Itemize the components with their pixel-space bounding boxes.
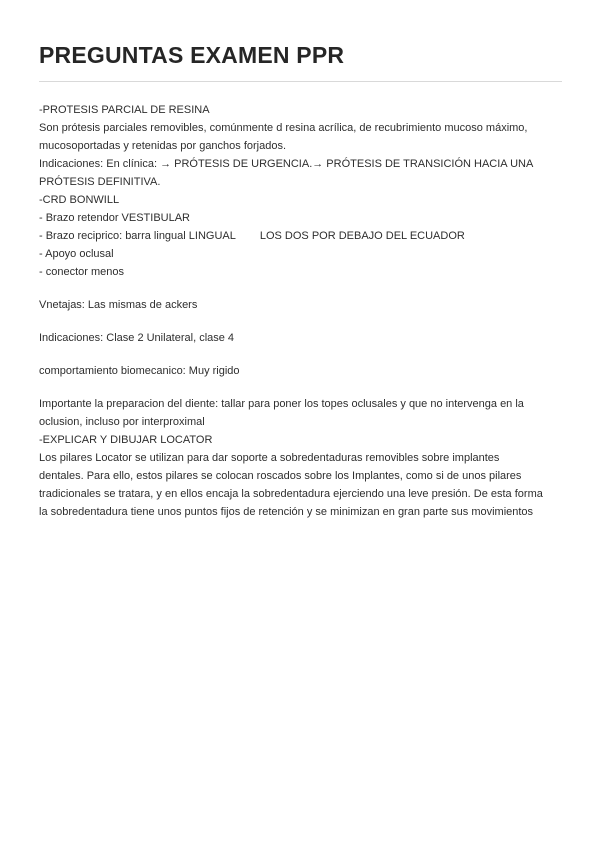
list-item-brazo-retendor: - Brazo retendor VESTIBULAR — [39, 212, 191, 224]
advantages-text: Vnetajas: Las mismas de ackers — [39, 299, 198, 311]
indications-line-2: PRÓTESIS DEFINITIVA. — [39, 176, 161, 188]
list-item-brazo-reciprico — [39, 227, 562, 245]
locator-line-2: dentales. Para ello, estos pilares se colocan roscados sobre los Implantes, como si de unos pilares — [39, 470, 522, 482]
important-line-1: Importante la preparacion del diente: tallar para poner los topes oclusales y que no intervenga en la — [39, 398, 524, 410]
paragraph-gap — [39, 281, 562, 296]
indications-class-text: Indicaciones: Clase 2 Unilateral, clase 4 — [39, 332, 235, 344]
paragraph-gap — [39, 314, 562, 329]
page-title: PREGUNTAS EXAMEN PPR — [39, 42, 345, 68]
section-heading-protesis: -PROTESIS PARCIAL DE RESINA — [39, 104, 210, 116]
locator-line-4: la sobredentadura tiene unos puntos fijos de retención y se minimizan en gran parte sus movimientos — [39, 506, 534, 518]
locator-line-3: tradicionales se tratara, y en ellos encaja la sobredentadura ejerciendo una leve presión. De esta forma — [39, 488, 543, 500]
list-item-brazo-reciprico-text: - Brazo reciprico: barra lingual LINGUAL — [39, 230, 236, 242]
list-item-conector-menos: - conector menos — [39, 266, 124, 278]
locator-line-1: Los pilares Locator se utilizan para dar soporte a sobredentaduras removibles sobre implantes — [39, 452, 500, 464]
paragraph-gap — [39, 380, 562, 395]
title-divider — [39, 81, 562, 82]
paragraph-gap — [39, 347, 562, 362]
document-body — [39, 101, 562, 521]
important-line-2: oclusion, incluso por interproximal — [39, 416, 205, 428]
section-heading-locator: -EXPLICAR Y DIBUJAR LOCATOR — [39, 434, 213, 446]
biomechanics-text: comportamiento biomecanico: Muy rigido — [39, 365, 240, 377]
section-heading-crd: -CRD BONWILL — [39, 194, 120, 206]
indications-line-1: Indicaciones: En clínica: → PRÓTESIS DE URGENCIA.→ PRÓTESIS DE TRANSICIÓN HACIA UNA — [39, 158, 534, 170]
list-item-ecuador-note: LOS DOS POR DEBAJO DEL ECUADOR — [259, 230, 465, 242]
list-item-apoyo-oclusal: - Apoyo oclusal — [39, 248, 114, 260]
description-line-2: mucosoportadas y retenidas por ganchos forjados. — [39, 140, 287, 152]
description-line-1: Son prótesis parciales removibles, comúnmente d resina acrílica, de recubrimiento mucoso máximo, — [39, 122, 528, 134]
